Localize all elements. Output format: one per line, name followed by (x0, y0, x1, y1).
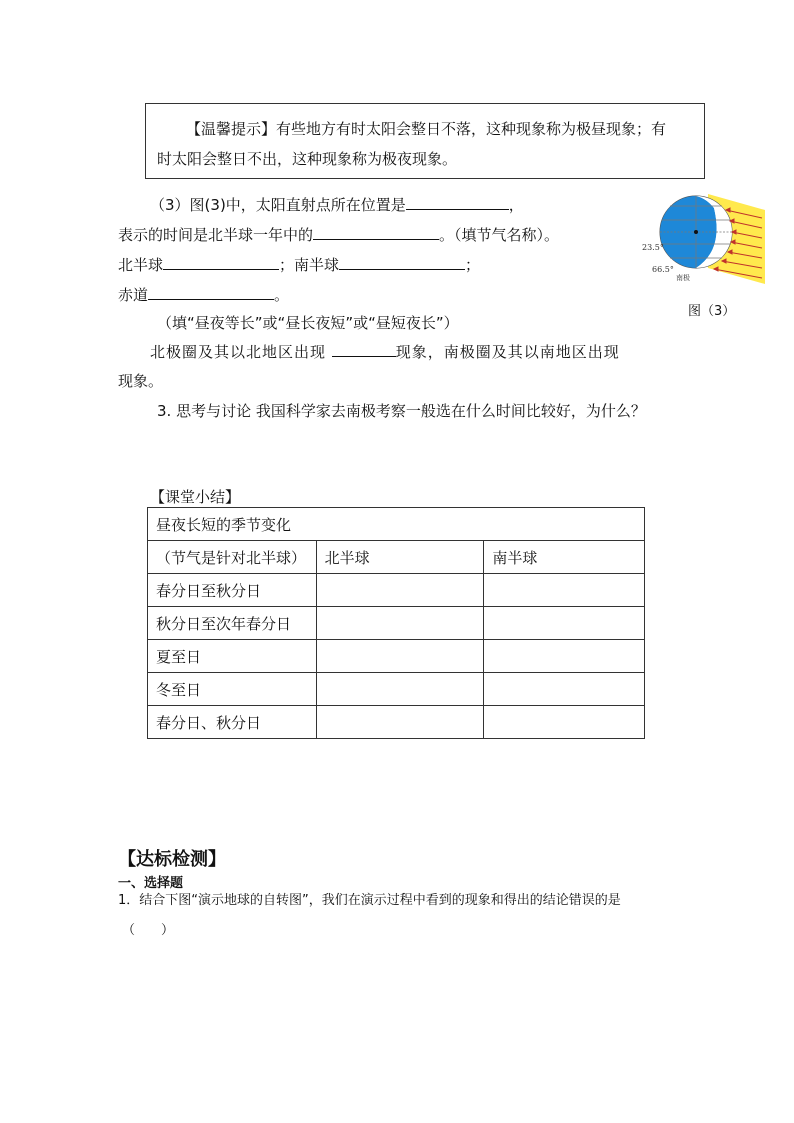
table-title: 昼夜长短的季节变化 (148, 508, 645, 541)
label-northern: 北半球 (118, 256, 164, 274)
cell-south[interactable] (484, 673, 645, 706)
cell-north[interactable] (316, 574, 484, 607)
cell-south[interactable] (484, 574, 645, 607)
q3-think: 3. 思考与讨论 我国科学家去南极考察一般选在什么时间比较好，为什么？ (157, 402, 646, 420)
blank-direct-point[interactable] (406, 195, 509, 210)
table-row (148, 673, 645, 706)
row-label: 春分日、秋分日 (148, 706, 317, 739)
blank-arctic[interactable] (332, 342, 396, 357)
tip-label: 【温馨提示】 (186, 120, 277, 138)
header-north: 北半球 (316, 541, 484, 574)
cell-south[interactable] (484, 607, 645, 640)
tip-line-1 (186, 118, 666, 139)
table-row (148, 574, 645, 607)
q3-polar-line (150, 341, 620, 362)
header-term: （节气是针对北半球） (148, 541, 317, 574)
test-q1-bracket[interactable]: （ ） (122, 923, 175, 938)
q3-line-4-end: 。 (274, 286, 290, 304)
q3-polar-end: 现象。 (118, 372, 164, 390)
q3-line-1-text: （3）图(3)中，太阳直射点所在位置是 (150, 196, 406, 214)
blank-northern[interactable] (163, 255, 279, 270)
q3-line-1 (150, 194, 524, 215)
row-label: 冬至日 (148, 673, 317, 706)
q3-line-4 (118, 284, 289, 305)
table-row (148, 607, 645, 640)
polar-text-b: 现象，南极圈及其以南地区出现 (395, 343, 620, 361)
table-header-row (148, 541, 645, 574)
cell-north[interactable] (316, 673, 484, 706)
cell-north[interactable] (316, 607, 484, 640)
polar-text-a: 北极圈及其以北地区出现 (150, 343, 327, 361)
q3-line-1-end: ， (508, 196, 524, 214)
label-66-5: 66.5° (652, 265, 674, 274)
tip-text-1: 有些地方有时太阳会整日不落，这种现象称为极昼现象；有 (276, 120, 667, 138)
table-row (148, 640, 645, 673)
figure-3-earth-sunlight (640, 188, 770, 288)
cell-south[interactable] (484, 706, 645, 739)
label-south-pole: 南极 (676, 274, 690, 282)
label-equator: 赤道 (118, 286, 149, 304)
blank-solar-term[interactable] (313, 225, 439, 240)
q3-line-3 (118, 254, 480, 275)
q3-line-2 (118, 224, 559, 245)
test-title: 【达标检测】 (118, 849, 226, 870)
blank-southern[interactable] (339, 255, 465, 270)
test-q1: 1．结合下图“演示地球的自转图”，我们在演示过程中看到的现象和得出的结论错误的是 (118, 893, 621, 908)
table-row (148, 706, 645, 739)
cell-north[interactable] (316, 640, 484, 673)
q3-line-2-text: 表示的时间是北半球一年中的 (118, 226, 314, 244)
header-south: 南半球 (484, 541, 645, 574)
figure-caption: 图（3） (688, 304, 736, 319)
cell-south[interactable] (484, 640, 645, 673)
row-label: 夏至日 (148, 640, 317, 673)
table-title-row (148, 508, 645, 541)
blank-equator[interactable] (148, 285, 274, 300)
row-label: 秋分日至次年春分日 (148, 607, 317, 640)
q3-line-3-end: ； (465, 256, 481, 274)
q3-hint: （填“昼夜等长”或“昼长夜短”或“昼短夜长”） (157, 314, 459, 332)
cell-north[interactable] (316, 706, 484, 739)
test-section: 一、选择题 (118, 876, 184, 891)
summary-title: 【课堂小结】 (150, 488, 241, 506)
q3-line-2-end: 。（填节气名称）。 (439, 226, 560, 244)
label-southern: ；南半球 (279, 256, 340, 274)
center-dot (694, 230, 698, 234)
label-23-5: 23.5° (642, 243, 664, 252)
tip-line-2: 时太阳会整日不出，这种现象称为极夜现象。 (157, 150, 458, 168)
summary-table (147, 507, 645, 739)
row-label: 春分日至秋分日 (148, 574, 317, 607)
